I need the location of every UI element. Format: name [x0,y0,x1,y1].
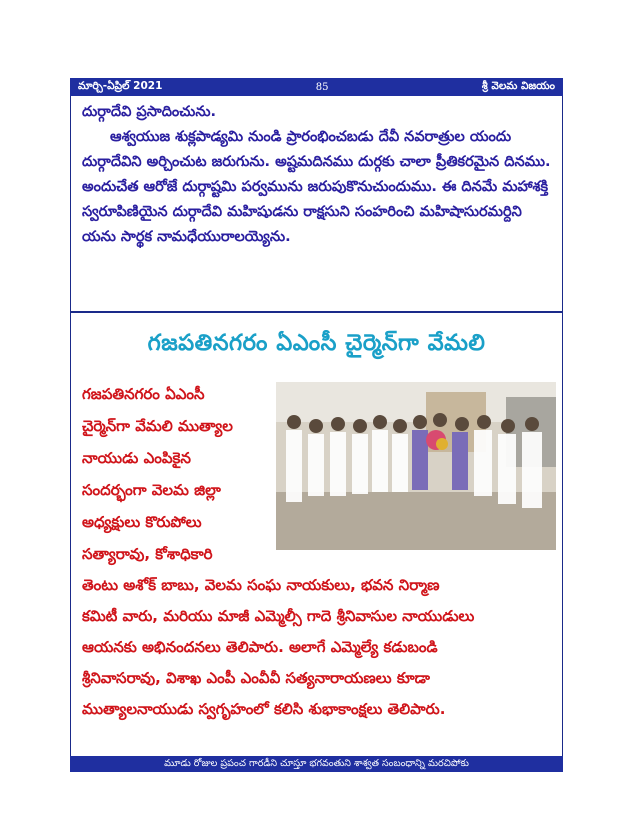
story-line: నాయుడు ఎంపికైన [82,449,191,467]
news-headline: గజపతినగరం ఏఎంసీ చైర్మెన్‌గా వేమలి [147,330,486,356]
article-continuation [82,100,552,250]
section-divider [70,311,563,313]
story-line: అధ్యక్షులు కొరుపోలు [82,513,202,531]
paragraph: దుర్గాదేవి ప్రసాదించును. [82,104,217,120]
story-line: శ్రీనివాసరావు, విశాఖ ఎంపీ ఎంవీవీ సత్యనారాయణలు కూడా [82,669,430,687]
magazine-title: శ్రీ వెలమ విజయం [481,79,555,92]
story-line: సందర్భంగా వెలమ జిల్లా [82,481,221,499]
story-line: ముత్యాలనాయుడు స్వగృహంలో కలిసి శుభాకాంక్షలు తెలిపారు. [82,700,446,718]
story-line: చైర్మెన్‌గా వేమలి ముత్యాల [82,417,233,435]
story-line: కమిటీ వారు, మరియు మాజీ ఎమ్మెల్సీ గాదె శ్రీనివాసుల నాయుడులు [82,607,475,625]
story-line: గజపతినగరం ఏఎంసీ [82,385,205,403]
story-line: ఆయనకు అభినందనలు తెలిపారు. అలాగే ఎమ్మెల్యే కడుబండి [82,638,438,656]
group-photo [276,382,556,550]
news-story-wide [82,570,557,725]
paragraph: ఆశ్వయుజ శుక్లపాడ్యమి నుండి ప్రారంభించబడు దేవీ నవరాత్రుల యందు దుర్గాదేవిని అర్చించుట జరుగును. అష్టమదినము దుర్గకు చాలా ప్రీతికరమైన దినము. అందుచేత ఆరోజే దుర్గాష్టమి పర్వమును జరుపుకొనుచుందుము. ఈ దినమే మహాశక్తి స్వరూపిణియైన దుర్గాదేవి మహిషుడను రాక్షసుని సంహరించి మహిషాసురమర్దిని యను సార్థక నామధేయురాలయ్యెను. [82,129,551,245]
footer-quote: మూడు రోజుల ప్రపంచ గారడీని చూస్తూ భగవంతుని శాశ్వత సంబంధాన్ని మరచిపోకు [70,756,563,772]
header-bar [70,78,563,96]
news-story-narrow [82,378,272,570]
group-photo-image [276,382,556,550]
issue-date: మార్చి-ఏప్రిల్ 2021 [78,79,163,92]
story-line: తెంటు అశోక్ బాబు, వెలమ సంఘ నాయకులు, భవన నిర్మాణ [82,576,440,594]
page-number: 85 [315,81,329,93]
story-line: సత్యారావు, కోశాధికారి [82,545,213,563]
